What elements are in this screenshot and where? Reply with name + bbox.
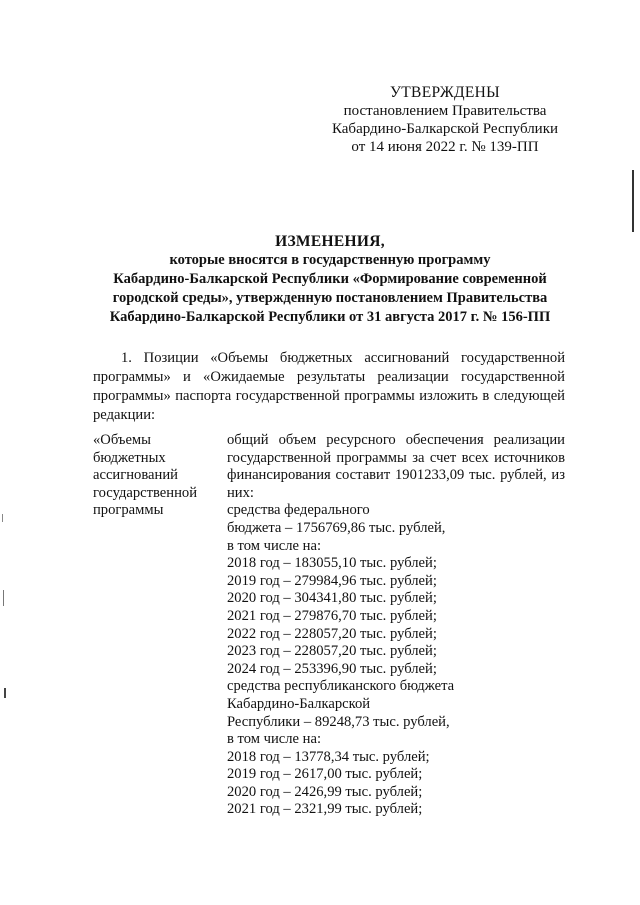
table-left-line: «Объемы (93, 432, 151, 448)
funding-line: средства федерального (227, 502, 370, 519)
table-left-column (93, 432, 213, 520)
title-line: Кабардино-Балкарской Республики от 31 августа 2017 г. № 156-ПП (109, 309, 551, 325)
scan-edge-mark (632, 170, 634, 232)
funding-line: 2021 год – 279876,70 тыс. рублей; (227, 607, 437, 624)
funding-line: Кабардино-Балкарской (227, 695, 371, 712)
table-right-column (227, 432, 565, 819)
approval-line: Кабардино-Балкарской Республики (331, 121, 559, 137)
funding-line: 2018 год – 13778,34 тыс. рублей; (227, 748, 430, 765)
funding-line: 2020 год – 304341,80 тыс. рублей; (227, 590, 437, 607)
funding-line: средства республиканского бюджета (227, 678, 455, 695)
scan-edge-mark (3, 590, 4, 606)
table-left-line: программы (93, 502, 164, 518)
funding-line: 2019 год – 279984,96 тыс. рублей; (227, 572, 437, 589)
approval-block (300, 84, 590, 156)
scan-edge-mark (2, 514, 3, 522)
funding-line: 2023 год – 228057,20 тыс. рублей; (227, 643, 437, 660)
funding-line: 2019 год – 2617,00 тыс. рублей; (227, 766, 423, 783)
title-line: Кабардино-Балкарской Республики «Формирование современной (113, 271, 547, 287)
document-title (60, 232, 600, 327)
table-left-line: бюджетных (93, 449, 166, 466)
funding-line: 2021 год – 2321,99 тыс. рублей; (227, 801, 423, 818)
scan-edge-mark (4, 688, 6, 698)
funding-line: в том числе на: (227, 537, 322, 554)
title-line: городской среды», утвержденную постановлением Правительства (112, 290, 548, 306)
title-line: которые вносятся в государственную программу (169, 252, 491, 268)
funding-line: в том числе на: (227, 731, 322, 748)
funding-line: 2022 год – 228057,20 тыс. рублей; (227, 625, 437, 642)
table-left-line: государственной (93, 484, 198, 501)
approval-line: постановлением Правительства (343, 103, 547, 119)
approval-line: от 14 июня 2022 г. № 139-ПП (351, 139, 539, 155)
funding-line: 2024 год – 253396,90 тыс. рублей; (227, 660, 437, 677)
funding-summary: общий объем ресурсного обеспечения реализации государственной программы за счет всех источников финансирования составит 1901233,09 тыс. рублей, из них: (227, 432, 565, 501)
approval-heading: УТВЕРЖДЕНЫ (390, 84, 500, 101)
intro-paragraph: 1. Позиции «Объемы бюджетных ассигнований государственной программы» и «Ожидаемые результаты реализации государственной программы» паспорта государственной программы изложить в следующей редакции: (93, 350, 565, 423)
funding-line: бюджета – 1756769,86 тыс. рублей, (227, 519, 446, 536)
funding-line: 2020 год – 2426,99 тыс. рублей; (227, 783, 423, 800)
table-left-line: ассигнований (93, 467, 178, 483)
funding-line: 2018 год – 183055,10 тыс. рублей; (227, 555, 437, 572)
title-main: ИЗМЕНЕНИЯ, (275, 233, 385, 250)
funding-line: Республики – 89248,73 тыс. рублей, (227, 713, 450, 730)
